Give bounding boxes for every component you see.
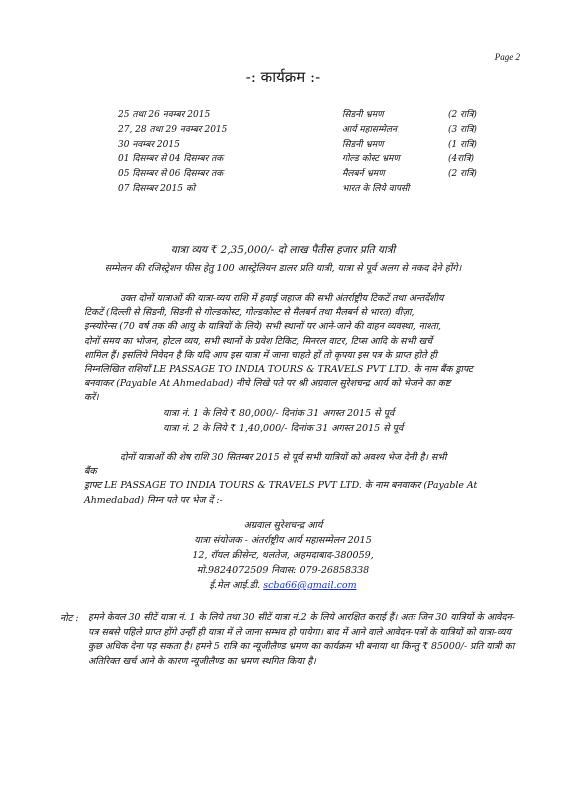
schedule-row [118, 166, 498, 181]
schedule-activity: सिडनी भ्रमण [342, 110, 384, 120]
note-label: नोट : [60, 613, 79, 624]
schedule-dates: 30 नवम्बर 2015 [118, 139, 180, 150]
paragraph-line: निम्नलिखित राशियाँ LE PASSAGE TO INDIA TOURS & TRAVELS PVT LTD. के नाम बैंक ड्राफ्ट [84, 364, 473, 376]
installment-2: यात्रा नं. 2 के लिये ₹ 1,40,000/- दिनांक 31 अगस्त 2015 से पूर्व [163, 423, 404, 434]
schedule-dates: 07 दिसम्बर 2015 को [118, 183, 196, 194]
schedule-row [118, 151, 498, 166]
cost-details-paragraph [84, 292, 473, 406]
paragraph-line: ड्राफ्ट LE PASSAGE TO INDIA TOURS & TRAVELS PVT LTD. के नाम बनवाकर (Payable At [84, 480, 478, 492]
schedule-row [118, 107, 498, 122]
paragraph-line: दोनों यात्राओं की शेष राशि 30 सितम्बर 2015 से पूर्व सभी यात्रियों को अवश्य भेज देनी है। सभी [120, 452, 447, 463]
paragraph-line: Ahmedabad) निम्न पते पर भेज दें :- [84, 494, 223, 506]
schedule-nights: (1 रात्रि) [448, 139, 477, 150]
schedule-table [118, 107, 498, 196]
travel-cost-line: यात्रा व्यय ₹ 2,35,000/- दो लाख पैतीस हजार प्रति यात्री [170, 244, 396, 256]
address-street: 12, रॉयल क्रीसेन्ट, थलतेज, अहमदाबाद-380059, [192, 550, 374, 561]
schedule-nights: (3 रात्रि) [448, 124, 477, 135]
address-phones: मो.9824072509 निवास: 079-26858338 [196, 565, 370, 576]
email-link[interactable]: scba66@gmail.com [263, 580, 357, 591]
paragraph-line: बैंक [84, 466, 97, 478]
schedule-nights: (2 रात्रि) [448, 110, 477, 120]
schedule-activity: गोल्ड कोस्ट भ्रमण [342, 154, 400, 165]
schedule-row [118, 137, 498, 152]
schedule-dates: 25 तथा 26 नवम्बर 2015 [118, 110, 211, 120]
balance-payment-paragraph [84, 451, 477, 508]
address-name: अग्रवाल सुरेशचन्द्र आर्य [243, 520, 323, 531]
schedule-nights: (2 रात्रि) [448, 169, 477, 180]
schedule-activity: मैलबर्न भ्रमण [342, 169, 385, 180]
schedule-dates: 01 दिसम्बर से 04 दिसम्बर तक [118, 154, 224, 165]
program-title: -: कार्यक्रम :- [245, 68, 321, 86]
schedule-dates: 05 दिसम्बर से 06 दिसम्बर तक [118, 169, 224, 180]
paragraph-line: दोनों समय का भोजन, होटल व्यय, सभी स्थानों के प्रवेश टिकिट, मिनरल वाटर, टिप्स आदि के सभी खर्चे [84, 335, 433, 347]
email-label: ई.मेल आई.डी. [209, 580, 261, 591]
paragraph-line: करें। [84, 392, 99, 404]
paragraph-line: बनवाकर (Payable At Ahmedabad) नीचे लिखे पते पर श्री अग्रवाल सुरेशचन्द्र आर्य को भेजने का कष्ट [84, 378, 451, 390]
note-text: हमने केवल 30 सीटें यात्रा नं. 1 के लिये तथा 30 सीटें यात्रा नं.2 के लिये आरक्षित कराई हैं। अतः जिन 30 यात्रियों के आवेदन-पत्र सबसे पहिले प्राप्त होंगे उन्हीं ही यात्रा में ले जाना सम्भव हो पायेगा। बाद में आने वाले आवेदन-पत्रों के यात्रियों को यात्रा-व्यय कुछ अधिक देना पड़ सकता है। हमने 5 रात्रि का न्यूजीलैण्ड भ्रमण का कार्यक्रम भी बनाया था किन्तु ₹ 85000/- प्रति यात्री का अतिरिक्त खर्च आने के कारण न्यूजीलैण्ड का भ्रमण स्थगित किया है। [88, 612, 515, 667]
paragraph-line: उक्त दोनों यात्राओं की यात्रा-व्यय राशि में हवाई जहाज की सभी अंतर्राष्ट्रीय टिकटें तथा अन्तर्देशीय [120, 293, 444, 304]
schedule-row [118, 122, 498, 137]
schedule-nights: (4रात्रि) [448, 154, 475, 165]
registration-fee-line: सम्मेलन की रजिस्ट्रेशन फीस हेतु 100 आस्ट्रेलियन डालर प्रति यात्री, यात्रा से पूर्व अलग से नकद देने होंगे। [104, 263, 462, 274]
address-email-row [0, 578, 566, 591]
schedule-activity: सिडनी भ्रमण [342, 139, 384, 150]
schedule-activity: भारत के लिये वापसी [342, 183, 410, 194]
paragraph-line: शामिल हैं। इसलिये निवेदन है कि यदि आप इस यात्रा में जाना चाहते हों तो कृपया इस पत्र के प्राप्त होते ही [84, 349, 437, 361]
schedule-activity: आर्य महासम्मेलन [342, 124, 398, 135]
address-role: यात्रा संयोजक - अंतर्राष्ट्रीय आर्य महासम्मेलन 2015 [194, 535, 372, 546]
schedule-row [118, 181, 498, 196]
page-number: Page 2 [494, 52, 520, 62]
schedule-dates: 27, 28 तथा 29 नवम्बर 2015 [118, 124, 228, 135]
paragraph-line: इन्स्योरेन्स (70 वर्ष तक की आयु के यात्रियों के लिये) सभी स्थानों पर आने-जाने की वाहन व्यवस्था, नाश्ता, [84, 321, 442, 333]
installment-1: यात्रा नं. 1 के लिये ₹ 80,000/- दिनांक 31 अगस्त 2015 से पूर्व [163, 408, 395, 419]
paragraph-line: टिकटें (दिल्ली से सिडनी, सिडनी से गोल्डकोस्ट, गोल्डकोस्ट से मैलबर्न तथा मैलबर्न से भारत) वीज़ा, [84, 307, 415, 319]
